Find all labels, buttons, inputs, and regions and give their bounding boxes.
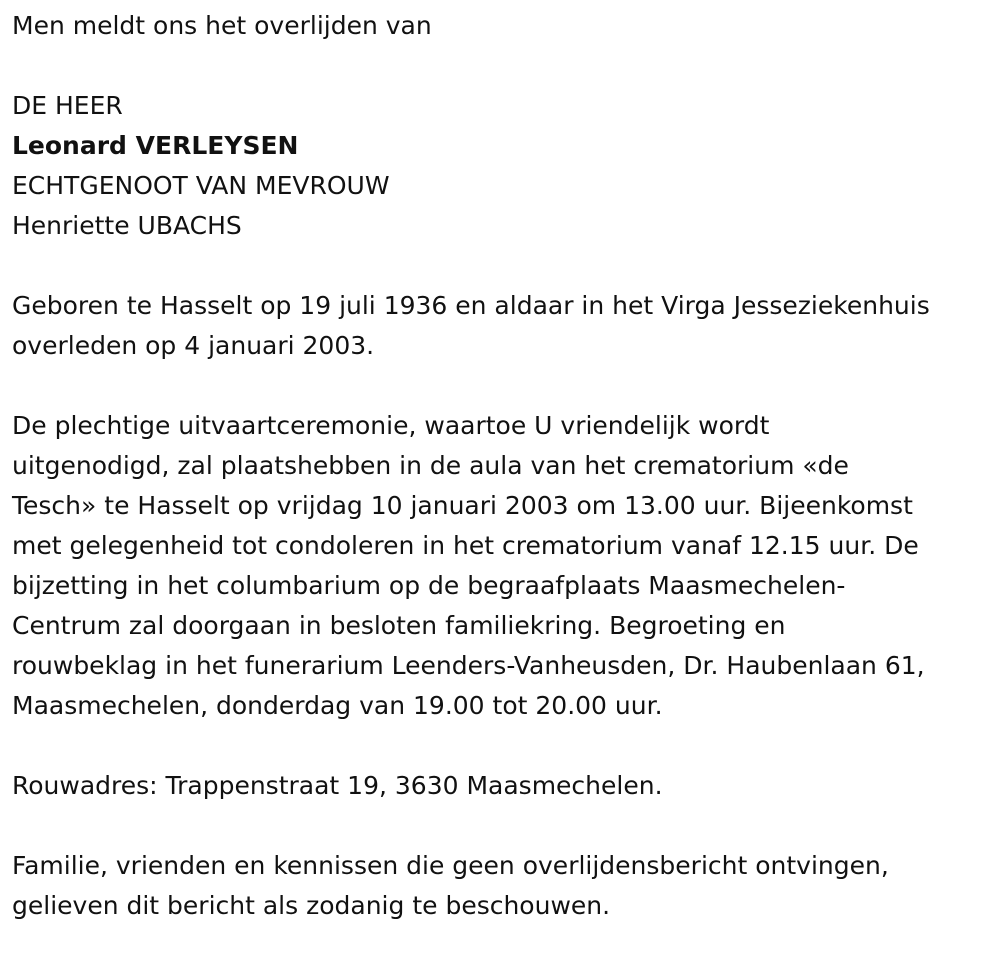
- ceremony-line: Centrum zal doorgaan in besloten familiekring. Begroeting en: [12, 611, 786, 640]
- birth-death-line: overleden op 4 januari 2003.: [12, 331, 375, 360]
- spacer: [12, 806, 988, 846]
- ceremony-line: De plechtige uitvaartceremonie, waartoe U vriendelijk wordt: [12, 411, 770, 440]
- ceremony-line: Maasmechelen, donderdag van 19.00 tot 20.00 uur.: [12, 691, 663, 720]
- birth-death-line: Geboren te Hasselt op 19 juli 1936 en aldaar in het Virga Jesseziekenhuis: [12, 291, 930, 320]
- closing-line: gelieven dit bericht als zodanig te beschouwen.: [12, 891, 611, 920]
- ceremony-line: Tesch» te Hasselt op vrijdag 10 januari 2003 om 13.00 uur. Bijeenkomst: [12, 491, 913, 520]
- birth-death-paragraph: [12, 286, 988, 366]
- ceremony-line: met gelegenheid tot condoleren in het crematorium vanaf 12.15 uur. De: [12, 531, 919, 560]
- honorific: DE HEER: [12, 91, 123, 120]
- spacer: [12, 726, 988, 766]
- spacer: [12, 246, 988, 286]
- closing-line: Familie, vrienden en kennissen die geen overlijdensbericht ontvingen,: [12, 851, 889, 880]
- spacer: [12, 46, 988, 86]
- mourning-address: Rouwadres: Trappenstraat 19, 3630 Maasmechelen.: [12, 771, 663, 800]
- spacer: [12, 366, 988, 406]
- ceremony-line: rouwbeklag in het funerarium Leenders-Vanheusden, Dr. Haubenlaan 61,: [12, 651, 925, 680]
- spouse-label: ECHTGENOOT VAN MEVROUW: [12, 171, 390, 200]
- closing-paragraph: [12, 846, 988, 926]
- deceased-name: Leonard VERLEYSEN: [12, 131, 299, 160]
- intro-text: Men meldt ons het overlijden van: [12, 11, 432, 40]
- spouse-name: Henriette UBACHS: [12, 211, 242, 240]
- ceremony-line: bijzetting in het columbarium op de begraafplaats Maasmechelen-: [12, 571, 846, 600]
- ceremony-paragraph: [12, 406, 988, 726]
- ceremony-line: uitgenodigd, zal plaatshebben in de aula van het crematorium «de: [12, 451, 849, 480]
- death-notice: [12, 6, 988, 926]
